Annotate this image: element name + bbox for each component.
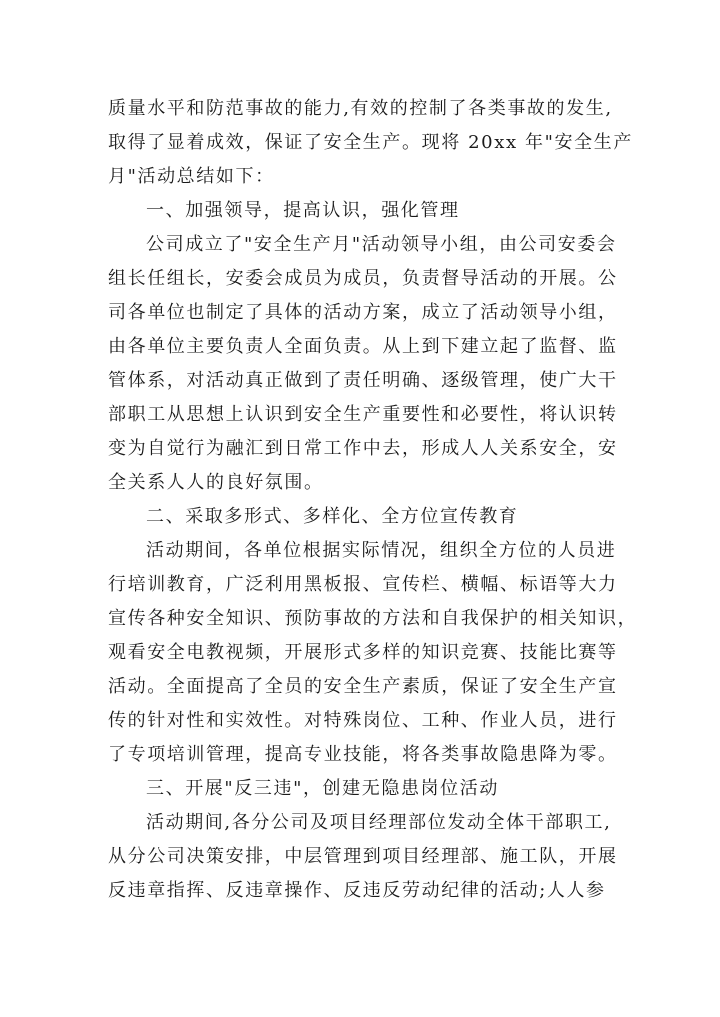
- section-heading-2: 二、采取多形式、多样化、全方位宣传教育: [146, 506, 519, 527]
- paragraph-line: 质量水平和防范事故的能力,有效的控制了各类事故的发生,: [108, 98, 613, 119]
- paragraph-line: 宣传各种安全知识、预防事故的方法和自我保护的相关知识，: [108, 608, 638, 629]
- paragraph-line: 反违章指挥、反违章操作、反违反劳动纪律的活动;人人参: [108, 880, 606, 901]
- paragraph-line: 司各单位也制定了具体的活动方案，成立了活动领导小组，: [108, 302, 618, 323]
- paragraph-line: 取得了显着成效，保证了安全生产。现将 20xx 年"安全生产: [108, 132, 633, 153]
- paragraph-line: 管体系，对活动真正做到了责任明确、逐级管理，使广大干: [108, 370, 618, 391]
- paragraph-line: 由各单位主要负责人全面负责。从上到下建立起了监督、监: [108, 336, 618, 357]
- paragraph-line: 月"活动总结如下：: [108, 166, 275, 187]
- paragraph-line: 公司成立了"安全生产月"活动领导小组，由公司安委会: [146, 234, 617, 255]
- paragraph-line: 活动期间，各单位根据实际情况，组织全方位的人员进: [146, 540, 617, 561]
- paragraph-line: 从分公司决策安排，中层管理到项目经理部、施工队，开展: [108, 846, 618, 867]
- section-heading-3: 三、开展"反三违"，创建无隐患岗位活动: [146, 778, 499, 799]
- paragraph-line: 全关系人人的良好氛围。: [108, 472, 324, 493]
- paragraph-line: 传的针对性和实效性。对特殊岗位、工种、作业人员，进行: [108, 710, 618, 731]
- paragraph-line: 行培训教育，广泛利用黑板报、宣传栏、横幅、标语等大力: [108, 574, 618, 595]
- paragraph-line: 组长任组长，安委会成员为成员，负责督导活动的开展。公: [108, 268, 618, 289]
- paragraph-line: 变为自觉行为融汇到日常工作中去，形成人人关系安全，安: [108, 438, 618, 459]
- paragraph-line: 活动期间,各分公司及项目经理部位发动全体干部职工,: [146, 812, 612, 833]
- section-heading-1: 一、加强领导，提高认识，强化管理: [146, 200, 460, 221]
- paragraph-line: 了专项培训管理，提高专业技能，将各类事故隐患降为零。: [108, 744, 618, 765]
- paragraph-line: 活动。全面提高了全员的安全生产素质，保证了安全生产宣: [108, 676, 618, 697]
- paragraph-line: 观看安全电教视频，开展形式多样的知识竞赛、技能比赛等: [108, 642, 618, 663]
- paragraph-line: 部职工从思想上认识到安全生产重要性和必要性，将认识转: [108, 404, 618, 425]
